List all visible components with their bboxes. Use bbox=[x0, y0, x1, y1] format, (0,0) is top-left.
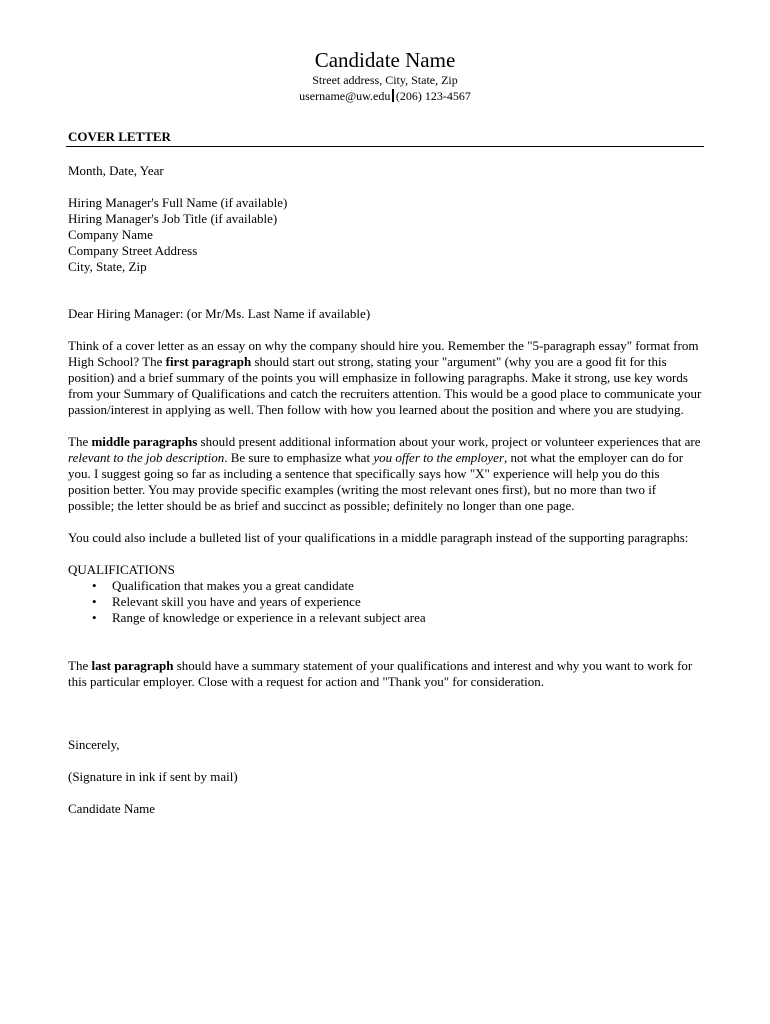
salutation: Dear Hiring Manager: (or Mr/Ms. Last Name if available) bbox=[68, 306, 371, 321]
recipient-block bbox=[68, 195, 704, 275]
paragraph-first: Think of a cover letter as an essay on why the company should hire you. Remember the "5-paragraph essay" format from High School? The first paragraph should start out strong, stating your "argument" (why you are a good fit for this position) and a brief summary of the points you will emphasize in following paragraphs. Make it strong, use key words from your Summary of Qualifications and catch the recruiters attention. This would be a good place to communicate your passion/interest in applying as well. Then follow with how you learned about the position and where you are studying. bbox=[68, 338, 702, 417]
signature-note: (Signature in ink if sent by mail) bbox=[68, 769, 238, 784]
closing: Sincerely, bbox=[68, 737, 120, 752]
recipient-line: Hiring Manager's Job Title (if available) bbox=[68, 211, 278, 226]
recipient-line: Company Name bbox=[68, 227, 153, 242]
email: username@uw.edu bbox=[299, 89, 391, 103]
paragraph-last: The last paragraph should have a summary statement of your qualifications and interest and why you want to work for this particular employer. Close with a request for action and "Thank you" for consideration. bbox=[68, 658, 693, 689]
recipient-line: City, State, Zip bbox=[68, 259, 147, 274]
qualifications-heading: QUALIFICATIONS bbox=[68, 562, 175, 577]
phone: (206) 123-4567 bbox=[395, 89, 471, 103]
address-line: Street address, City, State, Zip bbox=[312, 73, 458, 87]
list-item: • Range of knowledge or experience in a relevant subject area bbox=[92, 610, 426, 625]
letter-date: Month, Date, Year bbox=[68, 163, 164, 178]
paragraph-bullets-intro: You could also include a bulleted list of your qualifications in a middle paragraph instead of the supporting paragraphs: bbox=[68, 530, 689, 545]
letter-header bbox=[0, 48, 770, 104]
header-divider bbox=[66, 146, 704, 147]
candidate-name: Candidate Name bbox=[314, 48, 456, 72]
list-item: • Qualification that makes you a great candidate bbox=[92, 578, 354, 593]
separator bbox=[392, 89, 394, 102]
bullet-icon: • bbox=[92, 610, 97, 625]
section-title: COVER LETTER bbox=[68, 129, 171, 144]
recipient-line: Hiring Manager's Full Name (if available) bbox=[68, 195, 288, 210]
list-item: • Relevant skill you have and years of experience bbox=[92, 594, 361, 609]
qualifications-list bbox=[68, 578, 704, 626]
recipient-line: Company Street Address bbox=[68, 243, 198, 258]
bullet-icon: • bbox=[92, 594, 97, 609]
letter-body bbox=[68, 163, 704, 817]
paragraph-middle: The middle paragraphs should present additional information about your work, project or volunteer experiences that are relevant to the job description. Be sure to emphasize what you offer to the employer, not what the employer can do for you. I suggest going so far as including a sentence that specifically says how "X" experience will help you do this position better. You may provide specific examples (writing the most relevant ones first), but no more than two if possible; the letter should be as brief and succinct as possible; definitely no longer than one page. bbox=[68, 434, 701, 513]
signoff-name: Candidate Name bbox=[68, 801, 155, 816]
contact-line bbox=[0, 88, 770, 104]
bullet-icon: • bbox=[92, 578, 97, 593]
